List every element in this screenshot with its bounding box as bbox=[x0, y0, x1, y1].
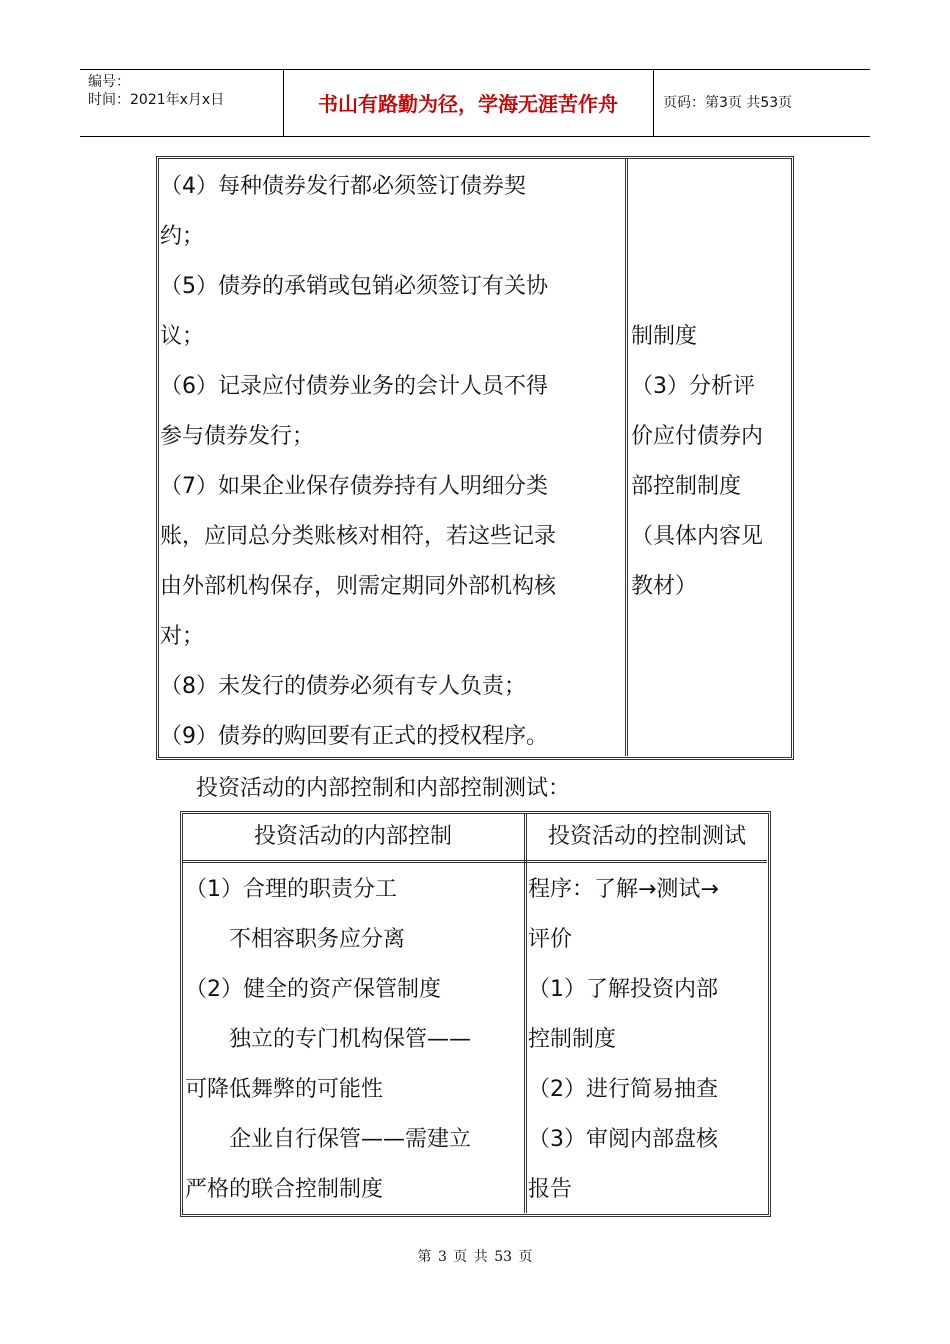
bond-control-requirement-line: （8）未发行的债券必须有专人负责； bbox=[160, 674, 526, 699]
bond-control-requirement-line: 账，应同总分类账核对相符，若这些记录 bbox=[160, 524, 557, 549]
header-top-rule bbox=[80, 69, 870, 70]
bond-control-requirement-line: 对； bbox=[160, 624, 205, 649]
bond-control-requirement-line: （4）每种债券发行都必须签订债券契 bbox=[160, 174, 526, 199]
bond-control-requirement-line: （7）如果企业保存债券持有人明细分类 bbox=[160, 474, 548, 499]
investment-table-header-internal-control: 投资活动的内部控制 bbox=[253, 824, 452, 849]
investment-control-test-line: 评价 bbox=[528, 927, 573, 952]
investment-control-test-line: 程序：了解→测试→ bbox=[528, 877, 719, 902]
investment-internal-control-line: 严格的联合控制制度 bbox=[185, 1177, 384, 1202]
header-divider-right bbox=[653, 70, 654, 136]
bond-control-requirement-line: 参与债券发行； bbox=[160, 424, 315, 449]
investment-internal-control-line: 企业自行保管——需建立 bbox=[185, 1127, 472, 1152]
bond-control-requirement-line: （9）债券的购回要有正式的授权程序。 bbox=[160, 724, 548, 749]
investment-table-header-control-test: 投资活动的控制测试 bbox=[547, 824, 746, 849]
bond-control-procedure-line: 制制度 bbox=[631, 324, 698, 349]
investment-internal-control-line: 独立的专门机构保管—— bbox=[185, 1027, 472, 1052]
bond-control-procedure-line: 部控制制度 bbox=[631, 474, 742, 499]
investment-control-test-line: （3）审阅内部盘核 bbox=[528, 1127, 718, 1152]
investment-internal-control-line: （2）健全的资产保管制度 bbox=[185, 977, 441, 1002]
bond-control-requirement-line: 由外部机构保存，则需定期同外部机构核 bbox=[160, 574, 557, 599]
document-date-label: 时间：2021年x月x日 bbox=[88, 92, 225, 108]
investment-control-test-line: 控制制度 bbox=[528, 1027, 617, 1052]
bond-control-table-column-divider bbox=[625, 158, 628, 756]
page-footer: 第 3 页 共 53 页 bbox=[417, 1249, 533, 1265]
header-page-label: 页码：第3页 共53页 bbox=[663, 95, 793, 111]
investment-internal-control-line: 可降低舞弊的可能性 bbox=[185, 1077, 384, 1102]
investment-internal-control-line: 不相容职务应分离 bbox=[185, 927, 406, 952]
bond-control-requirement-line: （5）债券的承销或包销必须签订有关协 bbox=[160, 274, 548, 299]
bond-control-requirement-line: 约； bbox=[160, 224, 205, 249]
header-motto: 书山有路勤为径，学海无涯苦作舟 bbox=[318, 92, 618, 116]
bond-control-procedure-line: （具体内容见 bbox=[631, 524, 764, 549]
bond-control-requirement-line: 议； bbox=[160, 324, 205, 349]
investment-control-test-line: （1）了解投资内部 bbox=[528, 977, 718, 1002]
investment-internal-control-line: （1）合理的职责分工 bbox=[185, 877, 397, 902]
bond-control-procedure-line: 价应付债券内 bbox=[631, 424, 764, 449]
header-bottom-rule bbox=[80, 136, 870, 137]
investment-table-column-divider bbox=[524, 813, 527, 1213]
investment-control-test-line: （2）进行简易抽查 bbox=[528, 1077, 718, 1102]
bond-control-procedure-line: （3）分析评 bbox=[631, 374, 755, 399]
bond-control-requirement-line: （6）记录应付债券业务的会计人员不得 bbox=[160, 374, 548, 399]
investment-control-test-line: 报告 bbox=[528, 1177, 573, 1202]
bond-control-procedure-line: 教材） bbox=[631, 574, 698, 599]
investment-section-caption: 投资活动的内部控制和内部控制测试： bbox=[196, 776, 571, 801]
document-number-label: 编号： bbox=[88, 74, 130, 90]
